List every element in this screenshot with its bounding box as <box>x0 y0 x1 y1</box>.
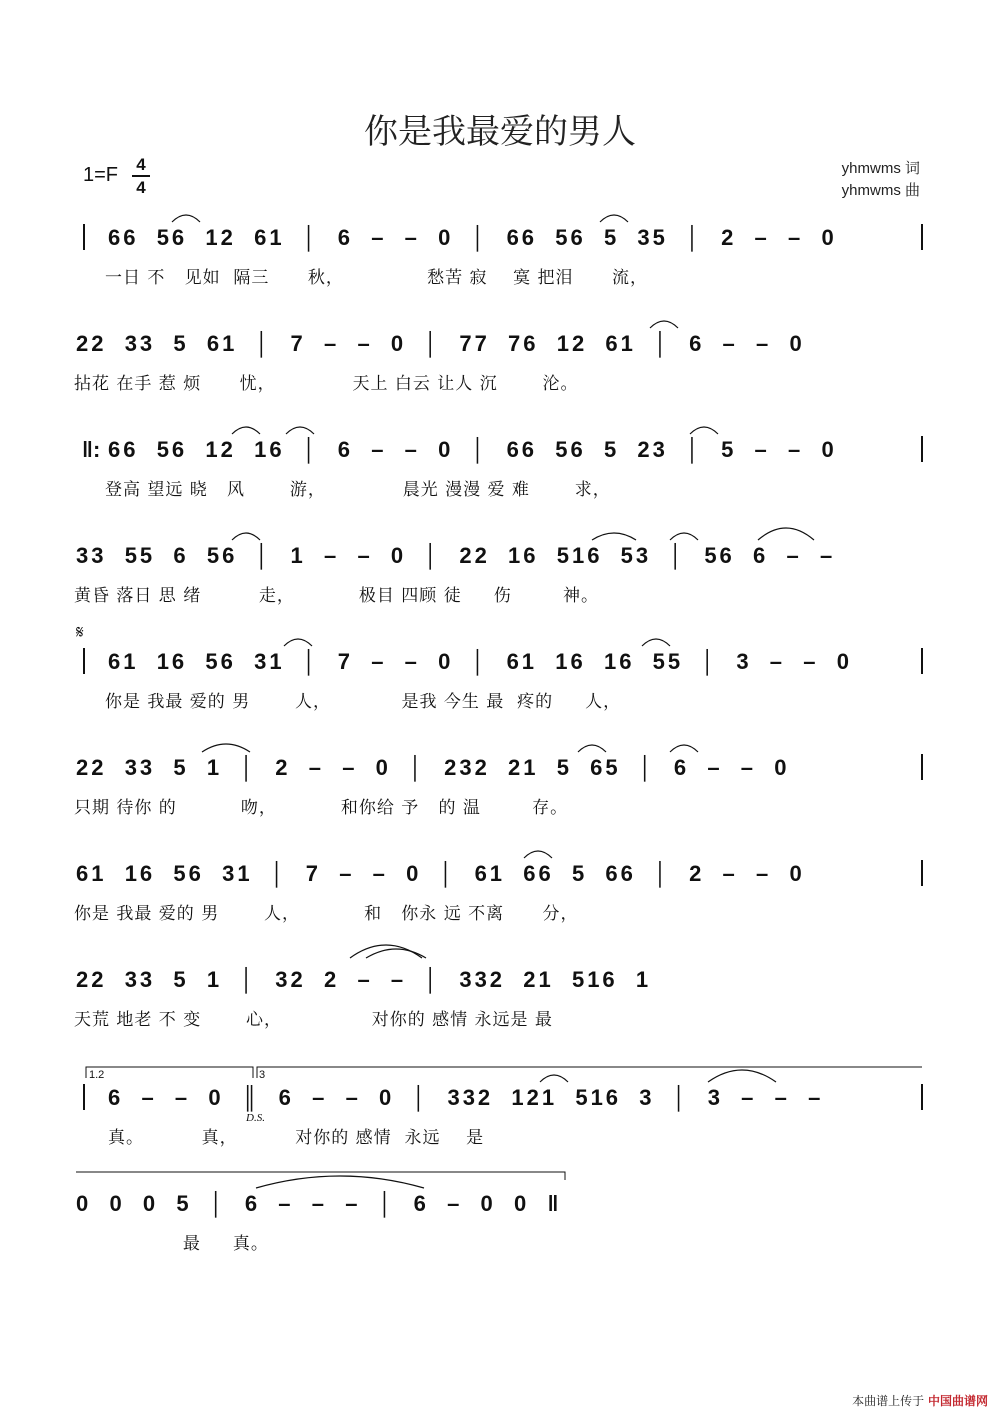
slur <box>202 744 250 752</box>
slur <box>650 321 678 328</box>
lyrics-line-1: 一日 不 见如 隔三 秋， 愁苦 寂 寞 把泪 流， <box>105 268 648 288</box>
slur <box>232 427 260 434</box>
notes-line-2: 22 33 5 61 │ 7 – – 0 │ 77 76 12 61 │ 6 – – 0 <box>76 331 805 356</box>
tie <box>256 1176 424 1188</box>
time-sig-bottom: 4 <box>136 178 146 197</box>
volta-3-label: 3 <box>259 1069 266 1081</box>
segno-sign: 𝄋 <box>76 622 84 643</box>
slur <box>578 745 606 752</box>
lyricist-credit: yhmwms 词 <box>841 160 920 177</box>
lyrics-line-6: 只期 待你 的 吻， 和你给 予 的 温 存。 <box>74 798 569 818</box>
key-signature: 1=F <box>83 164 119 186</box>
slur <box>758 528 814 540</box>
lyrics-line-8: 天荒 地老 不 变 心， 对你的 感情 永远是 最 <box>74 1010 553 1030</box>
slur <box>670 533 698 540</box>
slur <box>600 215 628 222</box>
site-logo[interactable]: 中国曲谱网 <box>927 1394 988 1408</box>
notes-line-7: 61 16 56 31 │ 7 – – 0 │ 61 66 5 66 │ 2 – – 0 <box>76 861 805 886</box>
notes-line-4: 33 55 6 56 │ 1 – – 0 │ 22 16 516 53 │ 56 6 – – <box>76 543 836 568</box>
lyrics-line-5: 你是 我最 爱的 男 人， 是我 今生 最 疼的 人， <box>105 692 622 712</box>
lyrics-line-10: 最 真。 <box>74 1234 269 1254</box>
footer-credit <box>852 1392 988 1409</box>
lyrics-line-4: 黄昏 落日 思 绪 走， 极目 四顾 徒 伤 神。 <box>74 586 599 606</box>
volta-bracket-1 <box>86 1067 253 1078</box>
lyrics-line-9: 真。 真， 对你的 感情 永远 是 <box>108 1128 485 1148</box>
volta-bracket-3 <box>257 1067 922 1078</box>
slur <box>592 533 636 540</box>
lyrics-line-3: 登高 望远 晓 风 游， 晨光 漫漫 爱 难 求， <box>105 480 611 500</box>
slur <box>232 533 260 540</box>
slur <box>708 1070 776 1082</box>
lyrics-line-2: 拈花 在手 惹 烦 忧， 天上 白云 让人 沉 沦。 <box>74 374 579 394</box>
slur <box>690 427 718 434</box>
slur <box>284 639 312 646</box>
notes-line-10: 0 0 0 5 │ 6 – – – │ 6 – 0 0 ‖ <box>76 1191 562 1216</box>
repeat-start-sign: ‖: <box>82 437 101 462</box>
volta-1-2-label: 1.2 <box>89 1069 105 1081</box>
notes-line-6: 22 33 5 1 │ 2 – – 0 │ 232 21 5 65 │ 6 – – 0 <box>76 755 790 780</box>
slur <box>670 745 698 752</box>
slur <box>286 427 314 434</box>
slur <box>172 215 200 222</box>
time-sig-top: 4 <box>136 155 146 174</box>
notes-line-1: 66 56 12 61 │ 6 – – 0 │ 66 56 5 35 │ 2 – – 0 <box>108 225 837 250</box>
composer-credit: yhmwms 曲 <box>841 182 920 199</box>
slur <box>540 1075 568 1082</box>
notes-line-9: 6 – – 0 ║ 6 – – 0 │ 332 121 516 3 │ 3 – – – <box>108 1085 824 1110</box>
notes-line-8: 22 33 5 1 │ 32 2 – – │ 332 21 516 1 <box>76 967 652 992</box>
footer-text: 本曲谱上传于 <box>852 1394 925 1408</box>
slur <box>366 949 426 958</box>
song-title: 你是我最爱的男人 <box>364 112 636 152</box>
notes-line-5: 61 16 56 31 │ 7 – – 0 │ 61 16 16 55 │ 3 – – 0 <box>108 649 852 674</box>
notes-line-3: 66 56 12 16 │ 6 – – 0 │ 66 56 5 23 │ 5 – – 0 <box>108 437 837 462</box>
volta-bracket-3-continued <box>76 1172 565 1180</box>
lyrics-line-7: 你是 我最 爱的 男 人， 和 你永 远 不离 分， <box>74 904 579 924</box>
slur <box>642 639 670 646</box>
slur <box>524 851 552 858</box>
ds-mark: D.S. <box>246 1112 265 1124</box>
